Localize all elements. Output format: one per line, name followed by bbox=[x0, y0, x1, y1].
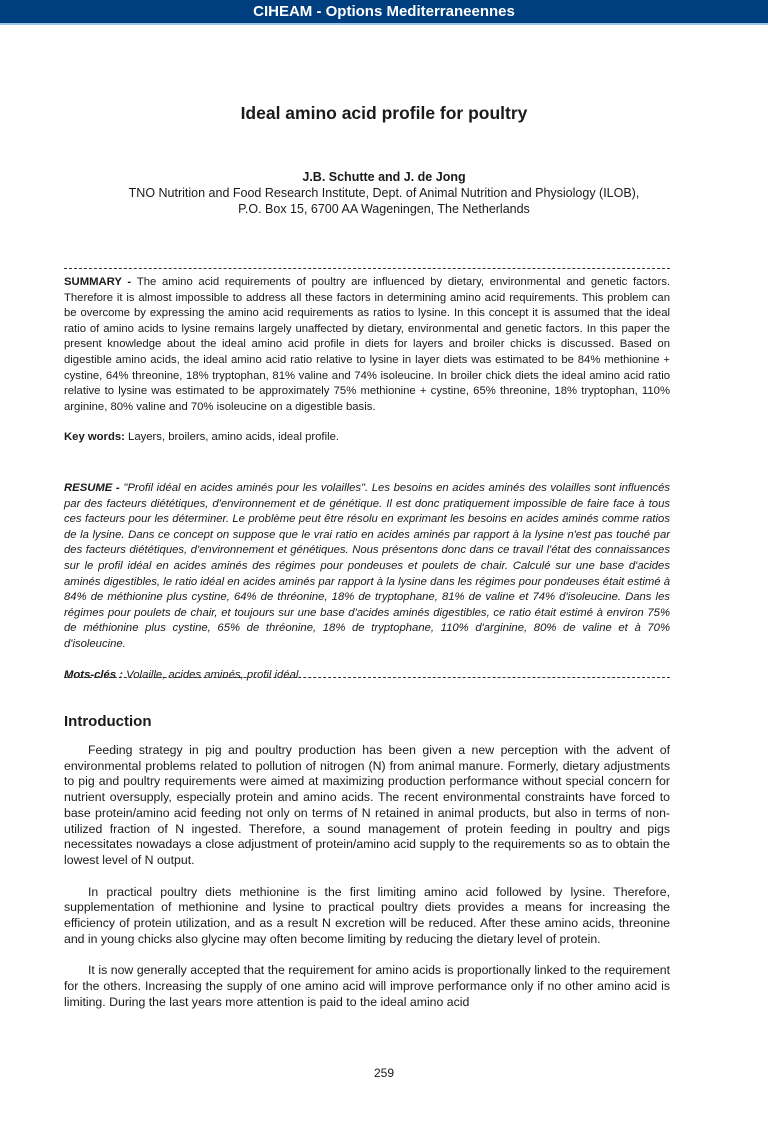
paper-title: Ideal amino acid profile for poultry bbox=[240, 103, 528, 123]
keywords: Layers, broilers, amino acids, ideal profile. bbox=[128, 431, 340, 444]
affiliation bbox=[0, 185, 768, 217]
affiliation-line-2: P.O. Box 15, 6700 AA Wageningen, The Netherlands bbox=[238, 202, 530, 216]
mots-cles-label: Mots-clés : bbox=[64, 668, 127, 681]
resume-section bbox=[64, 481, 670, 683]
bottom-divider bbox=[64, 677, 670, 678]
resume-text: "Profil idéal en acides aminés pour les volailles". Les besoins en acides aminés des volailles sont influencés par des facteurs diététiques, d'environnement et de génétique. Il est donc pratiquement impossible de faire face à tous ces facteurs pour les déterminer. Le problème peut être résolu en exprimant les besoins en acides aminés comme ratios de la lysine. Dans ce concept on suppose que le vrai ratio en acides aminés par rapport à la lysine n'est pas touché par des facteurs diététiques, d'environnement et génétiques. Nous présentons donc dans ce travail l'état des connaissances sur le profil idéal en acides aminés des régimes pour pondeuses et poulets de chair. Calculé sur une base d'acides aminés digestibles, le ratio idéal en acides aminés par rapport à la lysine dans les régimes pour pondeuses était estimé à 84% de méthionine plus cystine, 64% de thréonine, 18% de tryptophane, 81% de valine et 74% d'isoleucine. Dans les régimes pour poulets de chair, et toujours sur une base d'acides aminés digestibles, ce ratio était estimé à environ 75% de méthionine plus cystine, 65% de thréonine, 18% de tryptophane, 110% d'arginine, 80% de valine et à 70% d'isoleucine. bbox=[64, 482, 670, 650]
mots-cles: Volaille, acides aminés, profil idéal. bbox=[126, 668, 302, 681]
resume-label: RESUME - bbox=[64, 482, 124, 494]
paper-authors: J.B. Schutte and J. de Jong bbox=[302, 170, 466, 184]
paragraph: In practical poultry diets methionine is the first limiting amino acid followed by lysine. Therefore, supplementation of methionine and lysine to practical poultry diets provides a means for increasing the efficiency of protein utilization, and as a result N excretion will be reduced. After these amino acids, threonine and in young chicks also glycine may often become limiting by reducing the dietary level of protein. bbox=[64, 884, 670, 946]
affiliation-line-1: TNO Nutrition and Food Research Institute, Dept. of Animal Nutrition and Physiology (ILOB), bbox=[128, 186, 640, 200]
keywords-label: Key words: bbox=[64, 431, 129, 444]
paragraph: It is now generally accepted that the requirement for amino acids is proportionally linked to the requirement for the others. Increasing the supply of one amino acid will improve performance only if no other amino acid is limiting. During the last years more attention is paid to the ideal amino acid bbox=[64, 963, 670, 1009]
summary-text: The amino acid requirements of poultry are influenced by dietary, environmental and genetic factors. Therefore it is almost impossible to address all these factors in determining amino acid requirements. This problem can be overcome by expressing the amino acid requirements as ratios to lysine. In this concept it is assumed that the ideal ratio of amino acids to lysine remains largely unaffected by dietary, environmental and genetic factors. In this paper the present knowledge about the ideal amino acid profile in diets for layers and broiler chicks is discussed. Based on digestible amino acids, the ideal amino acid ratio relative to lysine in layer diets was estimated to be 84% methionine + cystine, 64% threonine, 18% tryptophan, 81% valine and 74% isoleucine. In broiler chick diets the ideal amino acid ratio relative to lysine was estimated to be approximately 75% methionine + cystine, 65% threonine, 18% tryptophan, 110% arginine, 80% valine and 70% isoleucine on a digestible basis. bbox=[64, 276, 670, 413]
top-divider bbox=[64, 268, 670, 269]
publication-banner: CIHEAM - Options Mediterraneennes bbox=[0, 0, 768, 25]
page-number: 259 bbox=[373, 1066, 395, 1080]
summary-label: SUMMARY - bbox=[64, 276, 137, 288]
paragraph: Feeding strategy in pig and poultry production has been given a new perception with the advent of environmental problems related to pollution of nitrogen (N) from animal manure. Formerly, dietary adjustments to pig and poultry requirements were aimed at maximizing production performance without special concern for nutrient oversupply, especially protein and amino acids. The recent environmental constraints have forced to base protein/amino acid feeding not only on terms of N retained in animal products, but also in terms of non-utilized fraction of N ingested. Therefore, a sound management of protein feeding in poultry and pigs necessitates nowadays a close adjustment of protein/amino acid supply to the requirements so as to obtain the lowest level of N output. bbox=[64, 743, 670, 867]
introduction-body bbox=[64, 743, 670, 1027]
summary-section bbox=[64, 275, 670, 446]
introduction-heading: Introduction bbox=[64, 713, 152, 730]
